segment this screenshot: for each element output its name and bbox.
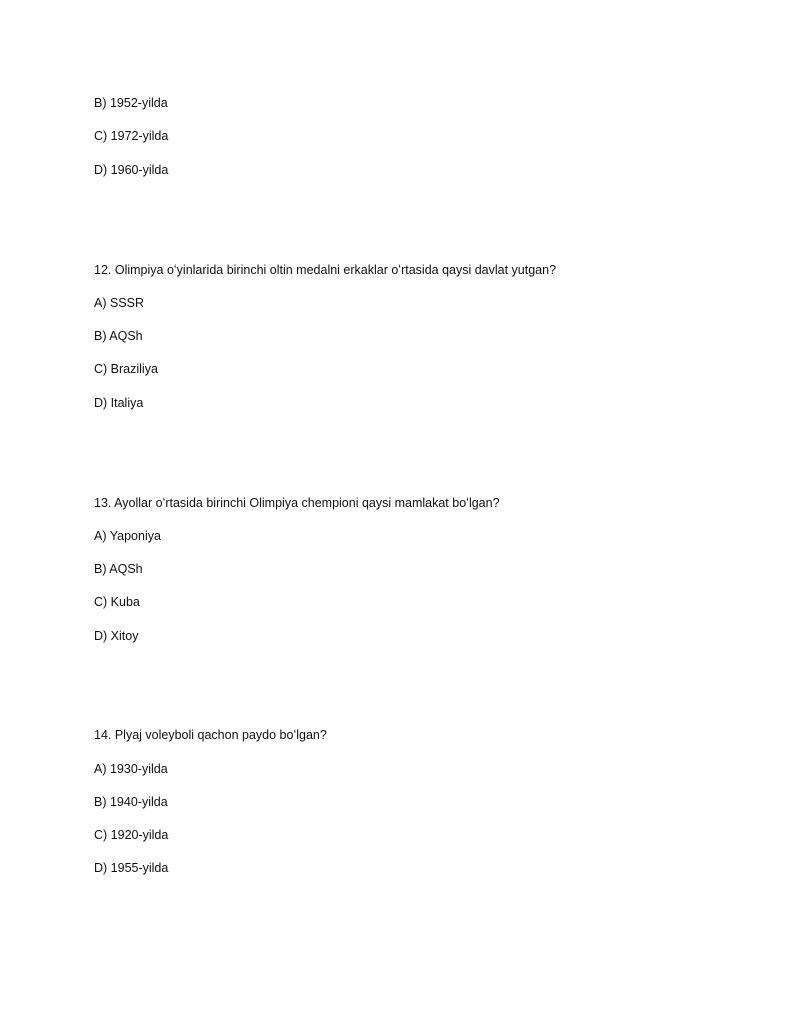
option-item: D) Italiya [94,396,144,410]
option-item: B) AQSh [94,329,143,343]
question-text: 13. Ayollar oʻrtasida birinchi Olimpiya chempioni qaysi mamlakat boʻlgan? [94,496,500,510]
option-item: A) Yaponiya [94,529,161,543]
option-item: D) Xitoy [94,629,139,643]
option-item: D) 1955-yilda [94,861,169,875]
option-item: B) AQSh [94,562,143,576]
option-item: C) Braziliya [94,362,158,376]
option-item: A) 1930-yilda [94,762,168,776]
option-item: C) Kuba [94,595,140,609]
question-text: 12. Olimpiya oʻyinlarida birinchi oltin medalni erkaklar oʻrtasida qaysi davlat yutgan? [94,263,557,277]
option-item: C) 1920-yilda [94,828,169,842]
option-item: A) SSSR [94,296,145,310]
question-text: 14. Plyaj voleyboli qachon paydo boʻlgan? [94,728,327,742]
option-item: B) 1952-yilda [94,96,168,110]
option-item: B) 1940-yilda [94,795,168,809]
option-item: D) 1960-yilda [94,163,169,177]
option-item: C) 1972-yilda [94,129,169,143]
